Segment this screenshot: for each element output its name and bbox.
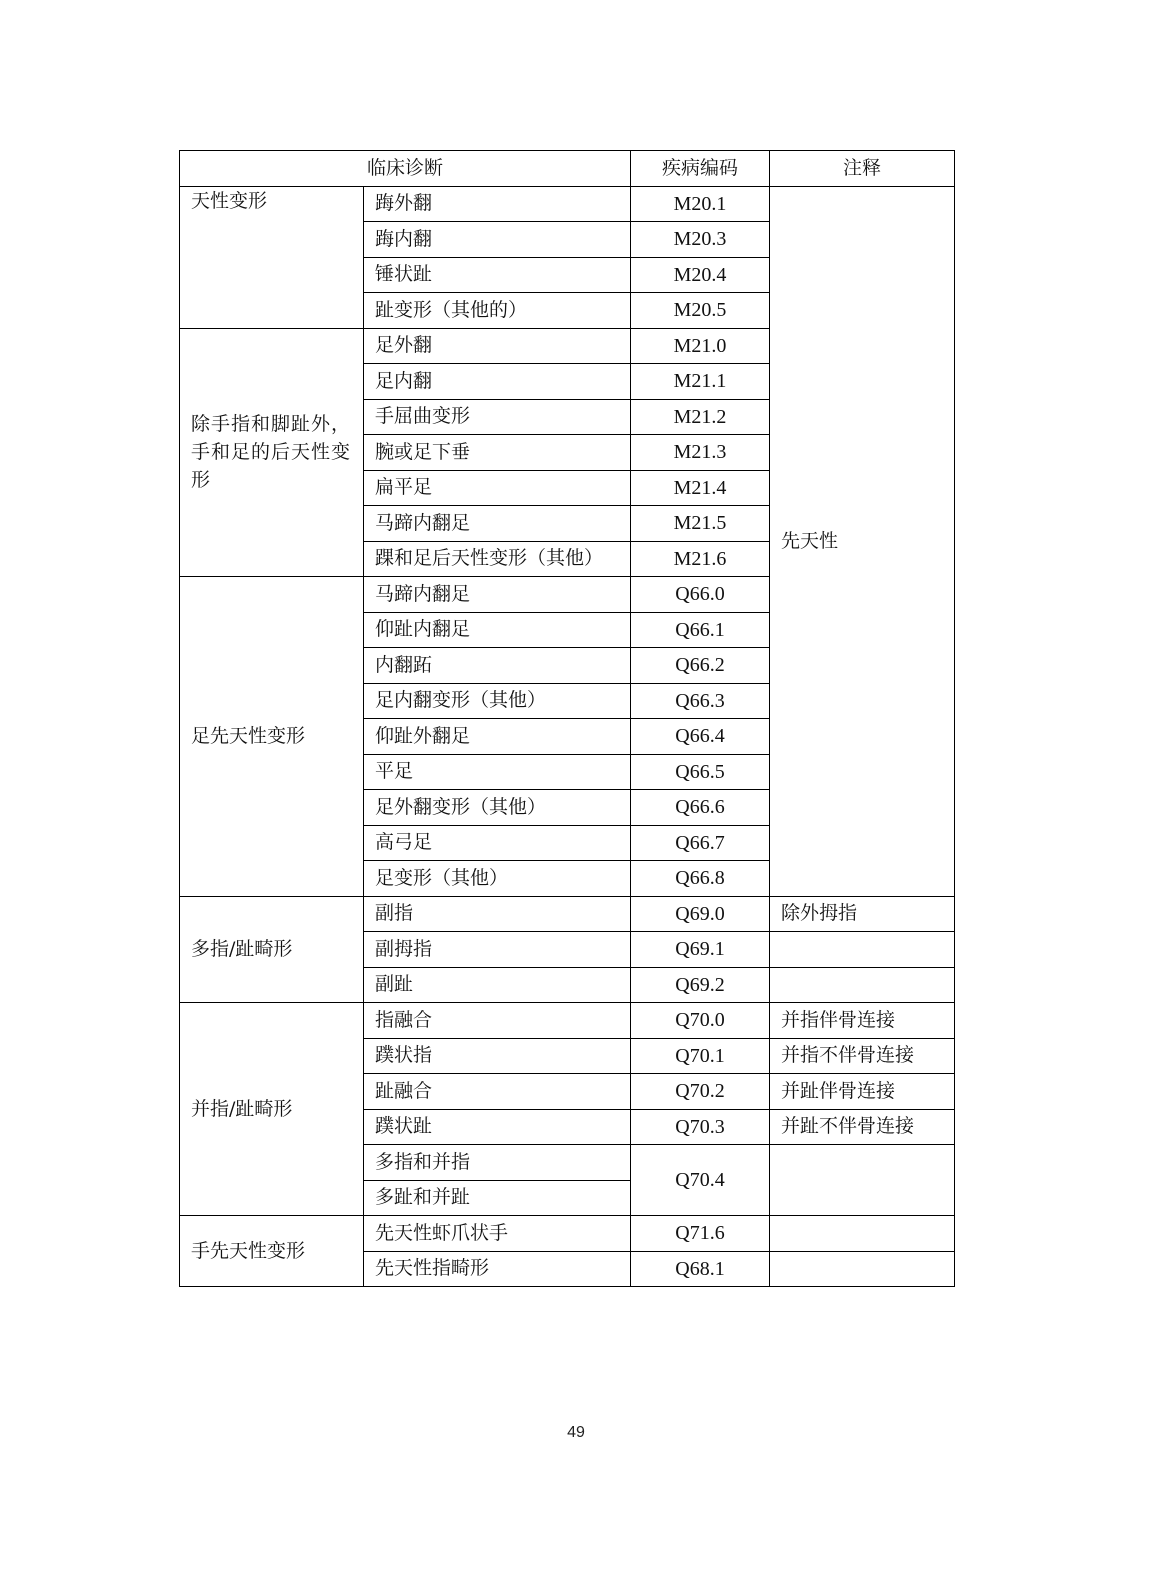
diagnosis-cell: 副指 (364, 896, 631, 932)
group-label: 天性变形 (180, 186, 364, 328)
diagnosis-cell: 蹼状指 (364, 1038, 631, 1074)
code-cell: Q69.2 (631, 967, 770, 1003)
note-cell: 并趾伴骨连接 (770, 1074, 955, 1110)
diagnosis-cell: 踝和足后天性变形（其他） (364, 541, 631, 577)
code-cell: M21.4 (631, 470, 770, 506)
diagnosis-cell: 蹼状趾 (364, 1109, 631, 1145)
diagnosis-cell: 平足 (364, 754, 631, 790)
code-cell: Q70.4 (631, 1145, 770, 1216)
code-cell: Q69.1 (631, 932, 770, 968)
diagnosis-cell: 踇外翻 (364, 186, 631, 222)
table-row (180, 186, 955, 222)
code-cell: Q70.1 (631, 1038, 770, 1074)
diagnosis-code-table (179, 150, 955, 1287)
code-cell: M20.3 (631, 222, 770, 258)
diagnosis-cell: 腕或足下垂 (364, 435, 631, 471)
table-header-row (180, 151, 955, 187)
diagnosis-cell: 副拇指 (364, 932, 631, 968)
code-cell: Q66.0 (631, 577, 770, 613)
diagnosis-cell: 指融合 (364, 1003, 631, 1039)
code-cell: Q66.3 (631, 683, 770, 719)
diagnosis-cell: 内翻跖 (364, 648, 631, 684)
diagnosis-cell: 先天性指畸形 (364, 1251, 631, 1287)
code-cell: Q70.0 (631, 1003, 770, 1039)
header-disease-code: 疾病编码 (631, 151, 770, 187)
group-label: 并指/趾畸形 (180, 1003, 364, 1216)
page-number: 49 (567, 1424, 585, 1441)
diagnosis-cell: 趾变形（其他的） (364, 293, 631, 329)
group-label: 多指/趾畸形 (180, 896, 364, 1003)
code-cell: M21.2 (631, 399, 770, 435)
note-cell: 并趾不伴骨连接 (770, 1109, 955, 1145)
note-cell (770, 1251, 955, 1287)
diagnosis-cell: 足变形（其他） (364, 861, 631, 897)
diagnosis-cell: 副趾 (364, 967, 631, 1003)
note-cell: 并指伴骨连接 (770, 1003, 955, 1039)
note-cell: 除外拇指 (770, 896, 955, 932)
note-cell (770, 1145, 955, 1216)
header-clinical-diagnosis: 临床诊断 (180, 151, 631, 187)
diagnosis-cell: 高弓足 (364, 825, 631, 861)
group-label: 手先天性变形 (180, 1216, 364, 1287)
diagnosis-cell: 马蹄内翻足 (364, 506, 631, 542)
code-cell: Q68.1 (631, 1251, 770, 1287)
code-cell: Q71.6 (631, 1216, 770, 1252)
code-cell: M21.6 (631, 541, 770, 577)
table-row (180, 896, 955, 932)
diagnosis-cell: 仰趾外翻足 (364, 719, 631, 755)
diagnosis-cell: 足内翻 (364, 364, 631, 400)
table-row (180, 1216, 955, 1252)
diagnosis-cell: 足内翻变形（其他） (364, 683, 631, 719)
code-cell: M20.5 (631, 293, 770, 329)
code-cell: Q66.7 (631, 825, 770, 861)
code-cell: Q66.5 (631, 754, 770, 790)
code-cell: M21.1 (631, 364, 770, 400)
code-cell: Q66.1 (631, 612, 770, 648)
diagnosis-cell: 足外翻变形（其他） (364, 790, 631, 826)
code-cell: Q69.0 (631, 896, 770, 932)
diagnosis-cell: 踇内翻 (364, 222, 631, 258)
diagnosis-cell: 扁平足 (364, 470, 631, 506)
group-label: 除手指和脚趾外，手和足的后天性变形 (180, 328, 364, 577)
code-cell: Q66.6 (631, 790, 770, 826)
group-label: 足先天性变形 (180, 577, 364, 897)
header-note: 注释 (770, 151, 955, 187)
diagnosis-cell: 先天性虾爪状手 (364, 1216, 631, 1252)
code-cell: M20.1 (631, 186, 770, 222)
note-cell: 并指不伴骨连接 (770, 1038, 955, 1074)
code-cell: Q70.2 (631, 1074, 770, 1110)
code-cell: Q66.2 (631, 648, 770, 684)
note-cell (770, 932, 955, 968)
diagnosis-cell: 马蹄内翻足 (364, 577, 631, 613)
code-cell: M21.5 (631, 506, 770, 542)
table-row (180, 1003, 955, 1039)
note-cell (770, 967, 955, 1003)
code-cell: Q70.3 (631, 1109, 770, 1145)
note-cell: 先天性 (770, 186, 955, 896)
diagnosis-cell: 锤状趾 (364, 257, 631, 293)
diagnosis-cell: 多趾和并趾 (364, 1180, 631, 1216)
diagnosis-cell: 足外翻 (364, 328, 631, 364)
code-cell: Q66.8 (631, 861, 770, 897)
diagnosis-cell: 多指和并指 (364, 1145, 631, 1181)
diagnosis-cell: 仰趾内翻足 (364, 612, 631, 648)
diagnosis-cell: 手屈曲变形 (364, 399, 631, 435)
code-cell: M21.3 (631, 435, 770, 471)
note-cell (770, 1216, 955, 1252)
diagnosis-cell: 趾融合 (364, 1074, 631, 1110)
code-cell: Q66.4 (631, 719, 770, 755)
code-cell: M21.0 (631, 328, 770, 364)
code-cell: M20.4 (631, 257, 770, 293)
